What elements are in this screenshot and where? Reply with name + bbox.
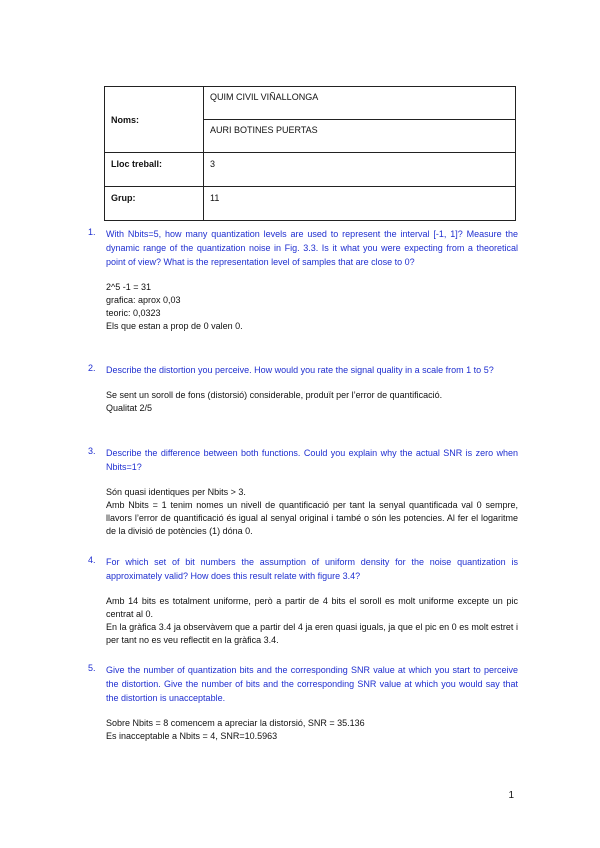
question-2: [88, 363, 518, 415]
question-number: 4.: [88, 555, 96, 565]
question-3: [88, 446, 518, 538]
answer-line: Amb Nbits = 1 tenim nomes un nivell de quantificació per tant la senyal quantificada val 0 sempre, llavors l’error de quantificació és igual al senyal original i també o són les potencies. Al fer el logaritme de la divisió de potències (1) dóna 0.: [106, 500, 518, 536]
question-5: [88, 663, 518, 743]
name-2: AURI BOTINES PUERTAS: [204, 120, 516, 153]
page-number: 1: [508, 790, 514, 801]
answer-line: En la gràfica 3.4 ja observàvem que a partir del 4 ja eren quasi iguals, ja que el pic en 0 es molt estret i per tant no es veu reflectit en la gràfica 3.4.: [106, 622, 518, 645]
question-text: Give the number of quantization bits and the corresponding SNR value at which you start to perceive the distortion. Give the number of bits and the corresponding SNR value at which you would say that the distortion is unacceptable.: [106, 665, 518, 703]
answer: [106, 389, 518, 415]
question-number: 5.: [88, 663, 96, 673]
question-text: For which set of bit numbers the assumption of uniform density for the noise quantization is approximately valid? How does this result relate with figure 3.4?: [106, 557, 518, 581]
answer-line: teoric: 0,0323: [106, 308, 161, 318]
answer-line: Qualitat 2/5: [106, 403, 153, 413]
question-text: Describe the distortion you perceive. How would you rate the signal quality in a scale from 1 to 5?: [106, 365, 494, 375]
question-1: [88, 227, 518, 333]
question-text: Describe the difference between both functions. Could you explain why the actual SNR is zero when Nbits=1?: [106, 448, 518, 472]
question-text: With Nbits=5, how many quantization levels are used to represent the interval [-1, 1]? Measure the dynamic range of the quantization noise in Fig. 3.3. Is it what you were expecting from a theoretical point of view? What is the representation level of samples that are close to 0?: [106, 229, 518, 267]
question-number: 1.: [88, 227, 96, 237]
answer-line: Se sent un soroll de fons (distorsió) considerable, produït per l’error de quantificació.: [106, 390, 443, 400]
answer: [106, 486, 518, 538]
answer: [106, 717, 518, 743]
names-label: Noms:: [105, 87, 204, 153]
group-value: 11: [204, 187, 516, 221]
answer: [106, 595, 518, 647]
answer-line: Es inacceptable a Nbits = 4, SNR=10.5963: [106, 731, 278, 741]
answer-line: Sobre Nbits = 8 comencem a apreciar la distorsió, SNR = 35.136: [106, 718, 365, 728]
name-1: QUIM CIVIL VIÑALLONGA: [204, 87, 516, 120]
answer-line: grafica: aprox 0,03: [106, 295, 181, 305]
answer-line: Els que estan a prop de 0 valen 0.: [106, 321, 243, 331]
answer-line: 2^5 -1 = 31: [106, 282, 152, 292]
workplace-value: 3: [204, 153, 516, 187]
workplace-label: Lloc treball:: [105, 153, 204, 187]
answer: [106, 281, 518, 333]
question-number: 2.: [88, 363, 96, 373]
info-table: [104, 86, 516, 221]
question-4: [88, 555, 518, 647]
question-number: 3.: [88, 446, 96, 456]
answer-line: Amb 14 bits es totalment uniforme, però a partir de 4 bits el soroll es molt uniforme excepte un pic centrat al 0.: [106, 596, 518, 619]
group-label: Grup:: [105, 187, 204, 221]
answer-line: Són quasi identiques per Nbits > 3.: [106, 487, 246, 497]
